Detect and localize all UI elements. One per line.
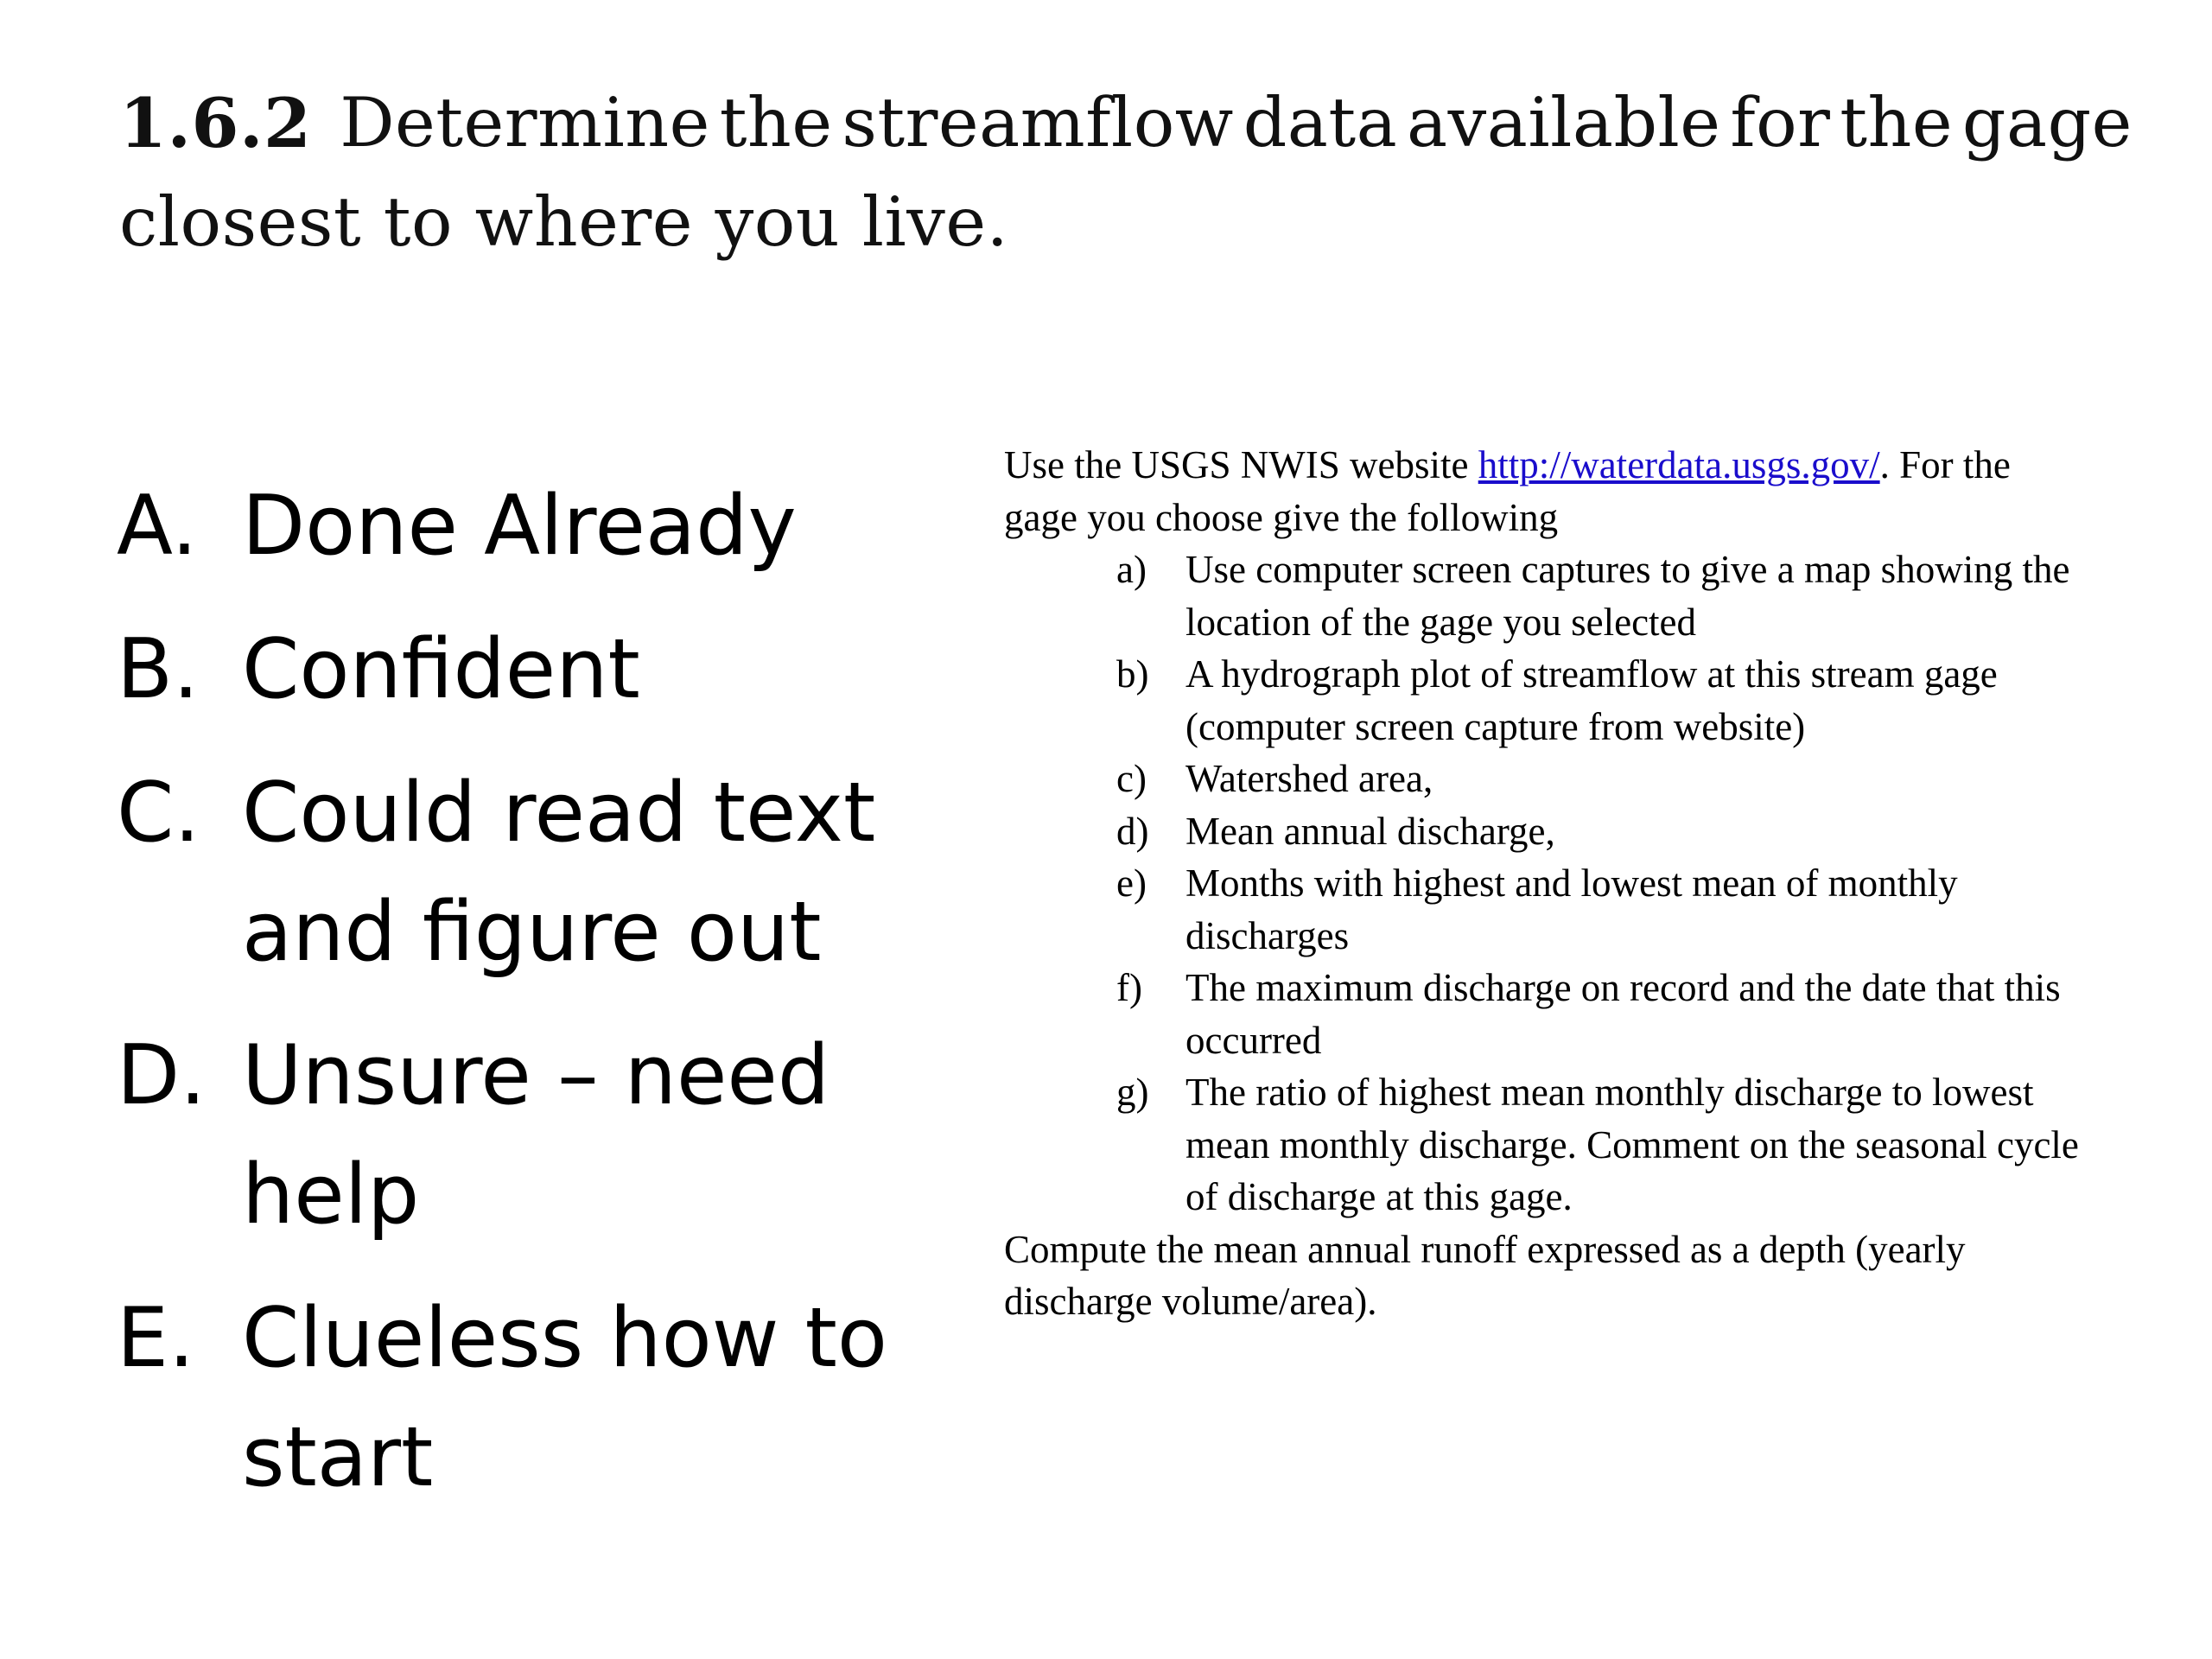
- heading-word: gage: [1961, 83, 2133, 162]
- heading-line-2: closest to where you live.: [119, 182, 1009, 262]
- step-text: The maximum discharge on record and the date that this occurred: [1185, 966, 2061, 1062]
- choice-text: Could read text and figure out: [242, 766, 876, 980]
- step-a: [1116, 543, 2093, 648]
- step-f: [1116, 962, 2093, 1066]
- step-b: [1116, 648, 2093, 753]
- choice-c: [117, 753, 963, 992]
- instruction-steps: [1004, 543, 2093, 1224]
- heading-line-1: [119, 73, 2133, 173]
- choice-text: Unsure – need help: [242, 1028, 830, 1243]
- step-label: e): [1116, 861, 1147, 905]
- step-text: Months with highest and lowest mean of monthly discharges: [1185, 861, 1958, 957]
- scanned-heading: [119, 73, 2133, 272]
- heading-word: Determine: [340, 83, 710, 162]
- step-text: The ratio of highest mean monthly discharge to lowest mean monthly discharge. Comment on the seasonal cycle of discharge at this gage.: [1185, 1071, 2079, 1218]
- intro-text: Use the USGS NWIS website: [1004, 443, 1478, 486]
- step-label: d): [1116, 809, 1149, 853]
- step-label: g): [1116, 1071, 1149, 1114]
- choice-b: [117, 610, 963, 729]
- choice-a: [117, 467, 963, 586]
- choice-text: Clueless how to start: [242, 1291, 888, 1505]
- step-label: f): [1116, 966, 1142, 1009]
- step-label: a): [1116, 548, 1147, 591]
- step-text: Mean annual discharge,: [1185, 809, 1555, 853]
- usgs-nwis-link[interactable]: http://waterdata.usgs.gov/: [1478, 443, 1880, 486]
- heading-number: 1.6.2: [119, 83, 312, 163]
- step-label: b): [1116, 652, 1149, 696]
- heading-word: streamflow: [842, 83, 1234, 162]
- heading-word: available: [1407, 83, 1721, 162]
- heading-word: the: [1840, 83, 1954, 162]
- intro-text-continued: . For the gage you choose give the following: [1004, 443, 2011, 539]
- heading-word: data: [1243, 83, 1398, 162]
- choice-letter: B.: [117, 622, 200, 717]
- instructions-closing: Compute the mean annual runoff expressed as a depth (yearly discharge volume/area).: [1004, 1227, 1966, 1323]
- step-g: [1116, 1066, 2093, 1224]
- step-text: A hydrograph plot of streamflow at this stream gage (computer screen capture from website): [1185, 652, 1998, 748]
- choice-letter: C.: [117, 766, 200, 861]
- heading-word: for: [1730, 83, 1831, 162]
- choice-letter: A.: [117, 479, 198, 574]
- step-c: [1116, 753, 2093, 805]
- instructions-intro: [1004, 439, 2093, 543]
- choice-text: Confident: [242, 622, 640, 717]
- assignment-instructions: [1004, 439, 2093, 1328]
- step-d: [1116, 805, 2093, 858]
- answer-choices: [117, 467, 963, 1541]
- choice-d: [117, 1016, 963, 1255]
- heading-word: the: [719, 83, 833, 162]
- choice-letter: D.: [117, 1028, 207, 1123]
- choice-e: [117, 1279, 963, 1517]
- step-label: c): [1116, 757, 1147, 800]
- choice-text: Done Already: [242, 479, 797, 574]
- step-text: Watershed area,: [1185, 757, 1433, 800]
- step-e: [1116, 857, 2093, 962]
- step-text: Use computer screen captures to give a map showing the location of the gage you selected: [1185, 548, 2070, 644]
- choice-letter: E.: [117, 1291, 195, 1386]
